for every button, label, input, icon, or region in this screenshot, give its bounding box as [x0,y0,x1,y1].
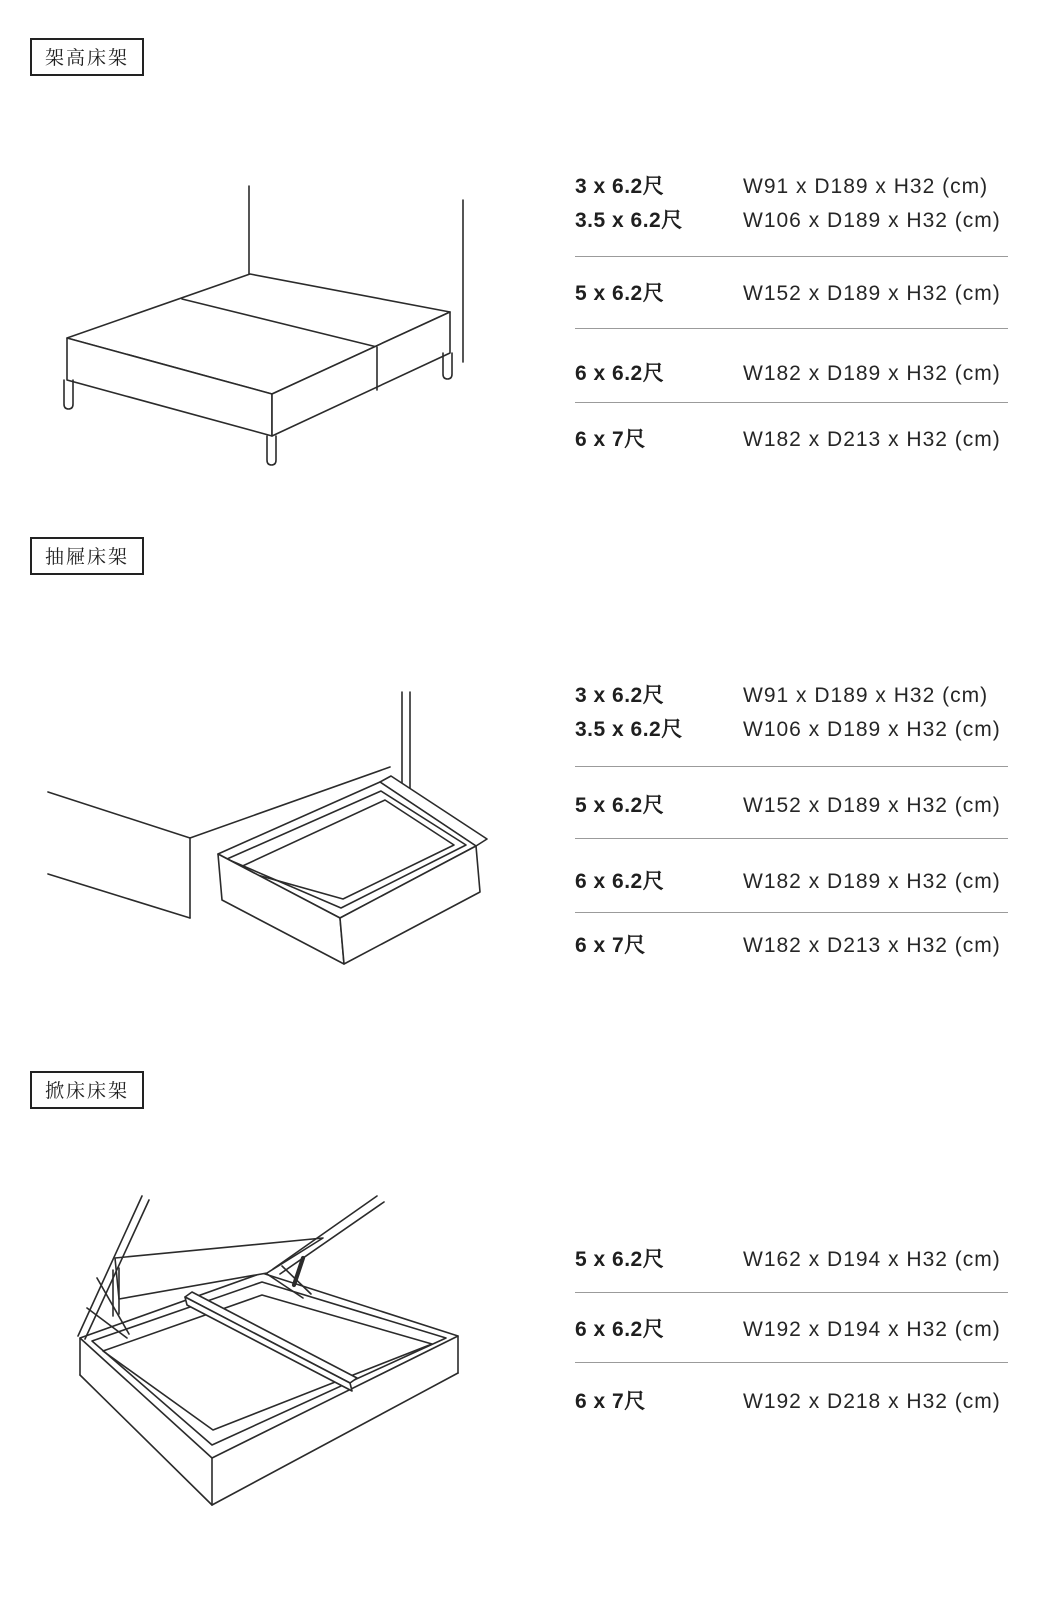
spec-row [575,932,1008,960]
dimension-value: W152 x D189 x H32 (cm) [743,282,1001,305]
dimension-value: W182 x D189 x H32 (cm) [743,362,1001,385]
row-divider [575,912,1008,913]
size-label: 5 x 6.2尺 [575,1248,665,1271]
size-label: 3 x 6.2尺 [575,175,665,198]
dimension-value: W152 x D189 x H32 (cm) [743,794,1001,817]
dimension-value: W192 x D218 x H32 (cm) [743,1390,1001,1413]
lift-up-bed-illustration [35,1148,505,1513]
row-divider [575,402,1008,403]
dimension-value: W192 x D194 x H32 (cm) [743,1318,1001,1341]
spec-row [575,173,1008,201]
section-title-drawer-bed: 抽屜床架 [30,537,144,575]
dimension-value: W106 x D189 x H32 (cm) [743,209,1001,232]
size-label: 5 x 6.2尺 [575,282,665,305]
spec-row [575,1388,1008,1416]
size-label: 3.5 x 6.2尺 [575,718,683,741]
section-title-lift-bed: 掀床床架 [30,1071,144,1109]
size-label: 6 x 7尺 [575,934,646,957]
spec-row [575,716,1008,744]
section-title-elevated-bed: 架高床架 [30,38,144,76]
row-divider [575,1362,1008,1363]
spec-row [575,426,1008,454]
size-label: 3 x 6.2尺 [575,684,665,707]
size-label: 6 x 7尺 [575,1390,646,1413]
size-label: 6 x 6.2尺 [575,1318,665,1341]
size-label: 5 x 6.2尺 [575,794,665,817]
size-label: 6 x 6.2尺 [575,362,665,385]
dimension-value: W182 x D189 x H32 (cm) [743,870,1001,893]
row-divider [575,1292,1008,1293]
spec-row [575,360,1008,388]
spec-row [575,1246,1008,1274]
spec-row [575,280,1008,308]
dimension-value: W182 x D213 x H32 (cm) [743,428,1001,451]
spec-row [575,792,1008,820]
size-label: 3.5 x 6.2尺 [575,209,683,232]
row-divider [575,328,1008,329]
spec-row [575,868,1008,896]
dimension-value: W91 x D189 x H32 (cm) [743,175,989,198]
spec-row [575,207,1008,235]
platform-bed-illustration [40,150,480,470]
row-divider [575,766,1008,767]
drawer-bed-illustration [40,648,500,978]
dimension-value: W91 x D189 x H32 (cm) [743,684,989,707]
dimension-value: W106 x D189 x H32 (cm) [743,718,1001,741]
row-divider [575,838,1008,839]
spec-row [575,682,1008,710]
size-label: 6 x 6.2尺 [575,870,665,893]
dimension-value: W182 x D213 x H32 (cm) [743,934,1001,957]
dimension-value: W162 x D194 x H32 (cm) [743,1248,1001,1271]
row-divider [575,256,1008,257]
size-label: 6 x 7尺 [575,428,646,451]
spec-row [575,1316,1008,1344]
